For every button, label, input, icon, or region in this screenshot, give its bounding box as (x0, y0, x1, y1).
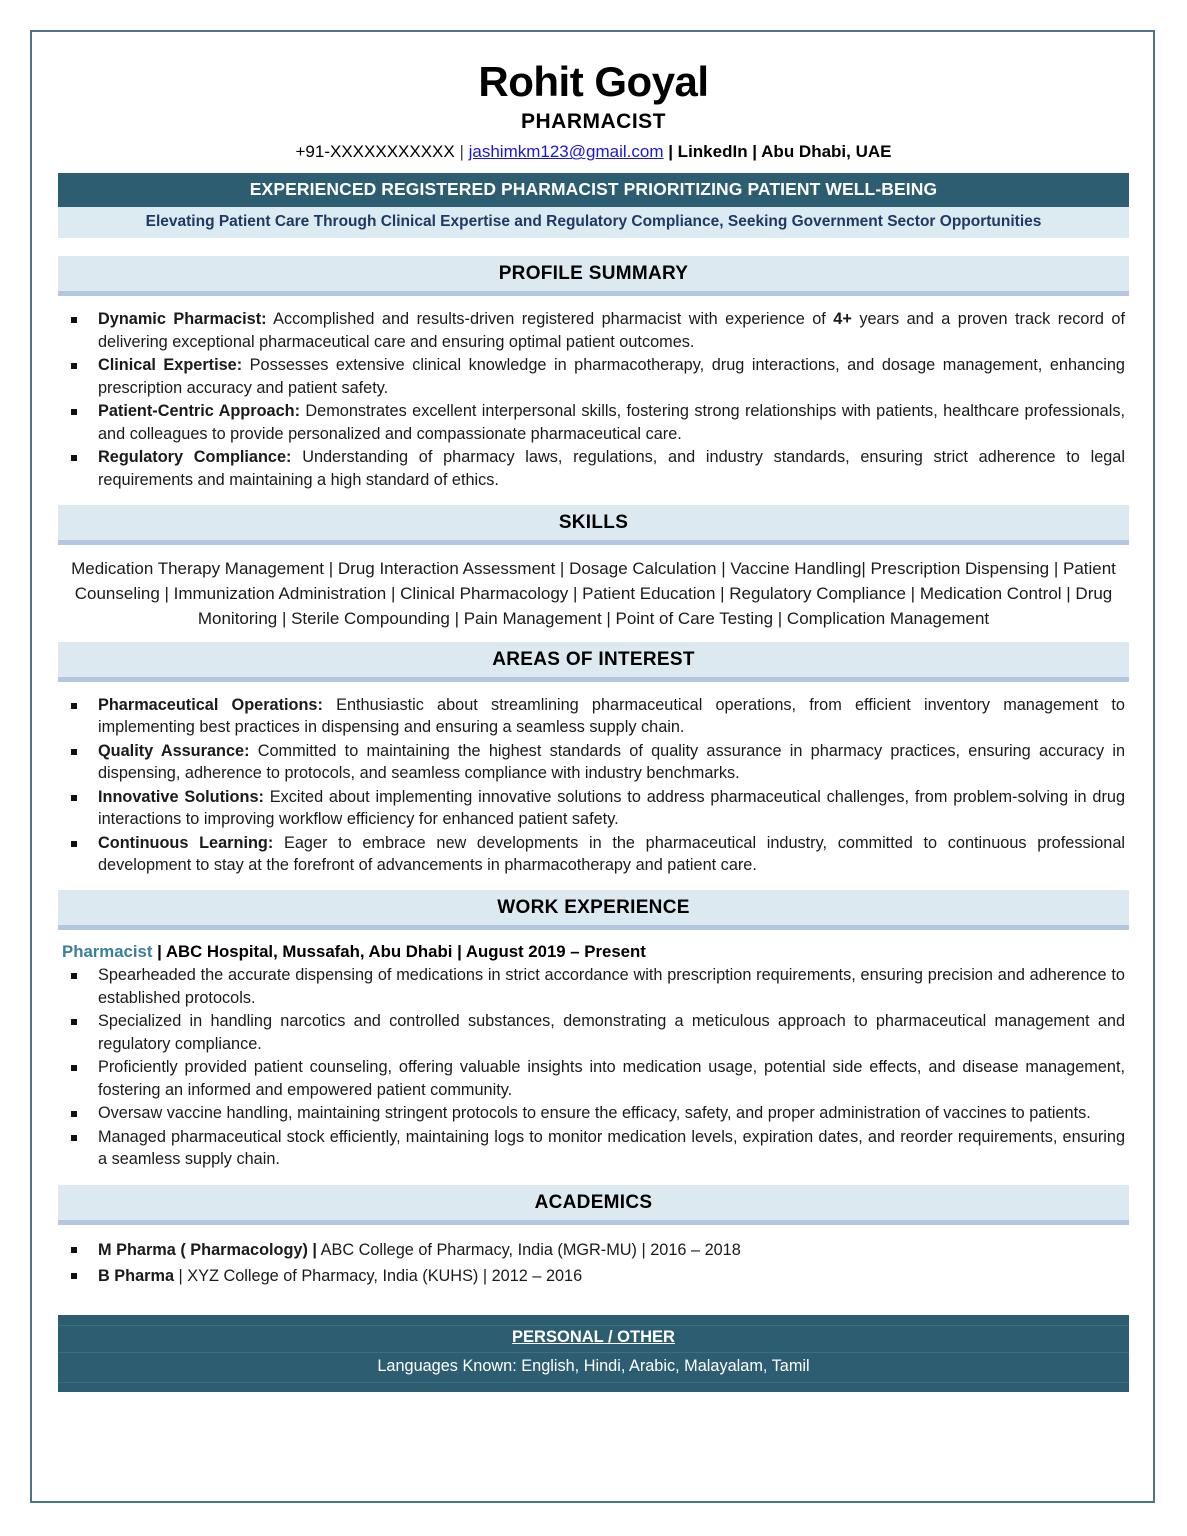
list-item: Proficiently provided patient counseling, offering valuable insights into medication usage, potential side effects, and disease management, fostering an informed and empowered patient community. (58, 1056, 1125, 1101)
section-heading-areas-of-interest: AREAS OF INTEREST (58, 642, 1129, 682)
list-item: Oversaw vaccine handling, maintaining stringent protocols to ensure the efficacy, safety, and proper administration of vaccines to patients. (58, 1102, 1125, 1124)
bullet-text: Eager to embrace new developments in the pharmaceutical industry, committed to continuous professional development to stay at the forefront of advancements in pharmacotherapy and patient care. (98, 833, 1126, 874)
bullet-text: Demonstrates excellent interpersonal skills, fostering strong relationships with patients, healthcare professionals, and colleagues to provide personalized and compassionate pharmaceutical care. (98, 402, 1125, 443)
footer-spacer-top (58, 1315, 1129, 1326)
bullet-label: Pharmaceutical Operations: (98, 695, 323, 714)
personal-other-block (58, 1315, 1129, 1392)
section-heading-profile-summary: PROFILE SUMMARY (58, 256, 1129, 296)
section-heading-academics: ACADEMICS (58, 1185, 1129, 1225)
bullet-label: Clinical Expertise: (98, 356, 243, 375)
list-item (58, 786, 1125, 831)
list-item (58, 308, 1125, 353)
bullet-text-b: years and a proven track record of delivering exceptional pharmaceutical care and ensuring optimal patient outcomes. (98, 310, 1125, 351)
list-item (58, 1263, 1129, 1289)
footer-heading: PERSONAL / OTHER (58, 1326, 1129, 1353)
bullet-text-a: Accomplished and results-driven registered pharmacist with experience of (266, 310, 834, 329)
list-item (58, 354, 1125, 399)
candidate-name: Rohit Goyal (478, 58, 709, 105)
work-experience-list (58, 964, 1129, 1170)
contact-separator-1: | (454, 142, 469, 162)
list-item (58, 694, 1125, 739)
section-heading-skills: SKILLS (58, 505, 1129, 545)
email-link[interactable]: jashimkm123@gmail.com (468, 142, 664, 162)
areas-of-interest-list (58, 694, 1129, 877)
bullet-label: Quality Assurance: (98, 741, 250, 760)
degree-name: B Pharma (98, 1266, 175, 1285)
candidate-role: PHARMACIST (521, 110, 666, 134)
list-item: Spearheaded the accurate dispensing of medications in strict accordance with prescription requirements, ensuring precision and adherence to established protocols. (58, 964, 1125, 1009)
list-item (58, 740, 1125, 785)
section-heading-work-experience: WORK EXPERIENCE (58, 890, 1129, 930)
degree-details: ABC College of Pharmacy, India (MGR-MU) | 2016 – 2018 (316, 1240, 741, 1259)
list-item: Managed pharmaceutical stock efficiently, maintaining logs to monitor medication levels, expiration dates, and reorder requirements, ensuring a seamless supply chain. (58, 1126, 1125, 1171)
list-item (58, 1237, 1129, 1263)
list-item (58, 446, 1125, 491)
list-item (58, 832, 1125, 877)
bullet-label: Innovative Solutions: (98, 787, 264, 806)
bullet-label: Dynamic Pharmacist: (98, 310, 267, 329)
skills-text: Medication Therapy Management | Drug Interaction Assessment | Dosage Calculation | Vaccine Handling| Prescription Dispensing | Patient Counseling | Immunization Administration | Clinical Pharmacology | Patient Education | Regulatory Compliance | Medication Control | Drug Monitoring | Sterile Compounding | Pain Management | Point of Care Testing | Complication Management (71, 559, 1116, 628)
subheadline-banner: Elevating Patient Care Through Clinical Expertise and Regulatory Compliance, Seeking Government Sector Opportunities (58, 207, 1129, 238)
contact-line (58, 142, 1129, 162)
bullet-inline-bold: 4+ (833, 310, 852, 329)
bullet-label: Regulatory Compliance: (98, 448, 292, 467)
bullet-label: Patient-Centric Approach: (98, 402, 300, 421)
resume-document (30, 30, 1157, 1505)
job-meta: | ABC Hospital, Mussafah, Abu Dhabi | August 2019 – Present (152, 942, 646, 962)
profile-summary-list (58, 308, 1129, 491)
footer-spacer-bottom (58, 1383, 1129, 1392)
headline-banner: EXPERIENCED REGISTERED PHARMACIST PRIORITIZING PATIENT WELL-BEING (58, 173, 1129, 207)
phone-number: +91-XXXXXXXXXXX (295, 142, 455, 162)
bullet-text: Committed to maintaining the highest standards of quality assurance in pharmacy practices, ensuring accuracy in dispensing, adherence to protocols, and seamless compliance with industry benchmarks. (98, 741, 1125, 783)
list-item: Specialized in handling narcotics and controlled substances, demonstrating a meticulous approach to pharmaceutical management and regulatory compliance. (58, 1010, 1125, 1055)
list-item (58, 400, 1125, 445)
bullet-text: Possesses extensive clinical knowledge in pharmacotherapy, drug interactions, and dosage management, enhancing prescription accuracy and patient safety. (98, 356, 1125, 397)
degree-details: | XYZ College of Pharmacy, India (KUHS) | 2012 – 2016 (174, 1266, 583, 1285)
resume-header (58, 58, 1129, 162)
job-title: Pharmacist (62, 942, 153, 962)
bullet-label: Continuous Learning: (98, 833, 274, 852)
bullet-text: Understanding of pharmacy laws, regulations, and industry standards, ensuring strict adherence to legal requirements and maintaining a high standard of ethics. (98, 448, 1125, 489)
bullet-text: Enthusiastic about streamlining pharmaceutical operations, from efficient inventory management to implementing best practices in dispensing and ensuring a seamless supply chain. (98, 695, 1125, 737)
degree-name: M Pharma ( Pharmacology) | (98, 1240, 317, 1259)
links-and-location[interactable]: | LinkedIn | Abu Dhabi, UAE (663, 142, 892, 162)
job-entry-header (62, 942, 1129, 962)
footer-languages: Languages Known: English, Hindi, Arabic, Malayalam, Tamil (58, 1353, 1129, 1383)
bullet-text: Excited about implementing innovative solutions to address pharmaceutical challenges, from problem-solving in drug interactions to improving workflow efficiency for enhanced patient safety. (98, 787, 1125, 829)
academics-list (58, 1237, 1129, 1289)
